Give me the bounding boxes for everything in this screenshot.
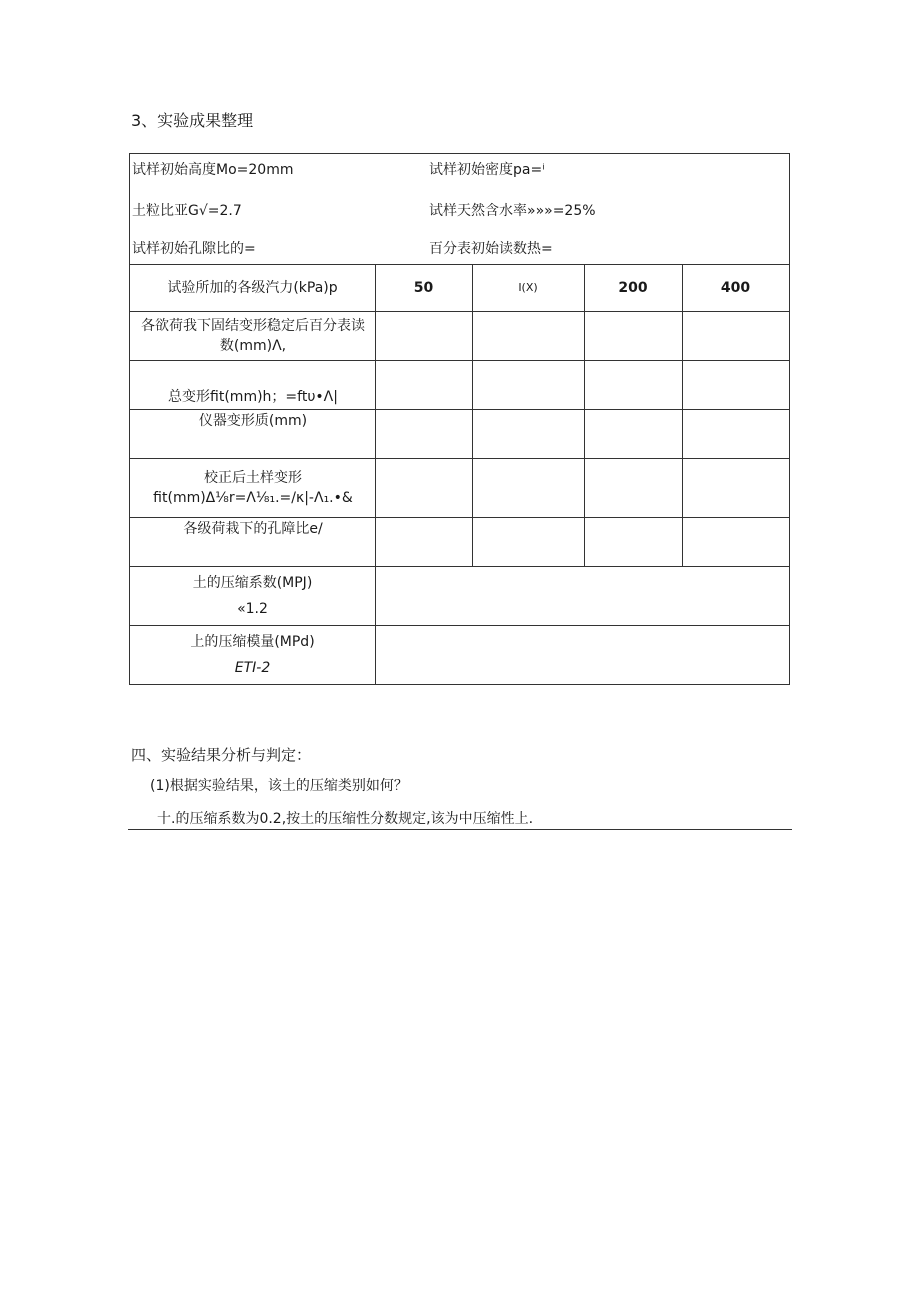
info-initial-density: 试样初始密度pa=ⁱ: [429, 162, 545, 178]
row-label-compression-coefficient: [130, 566, 375, 625]
analysis-question: (1)根据实验结果，该土的压缩类别如何？: [150, 778, 408, 794]
modulus-label: 上的压缩模量(MPd): [190, 633, 315, 650]
load-value-3: 200: [618, 279, 648, 296]
coefficient-symbol: «1.2: [237, 600, 268, 617]
section-title: 3、实验成果整理: [131, 111, 254, 130]
col-divider: [375, 264, 376, 684]
row-label-total-deformation: 总变形fit(mm)h；=ftυ•Λ|: [168, 389, 338, 405]
row-label-instrument-deformation: 仪器变形质(mm): [198, 413, 308, 429]
info-initial-void-ratio: 试样初始孔隙比的=: [132, 241, 256, 257]
info-initial-height: 试样初始高度Mo=20mm: [132, 162, 294, 178]
info-specific-gravity: 土粒比亚G√=2.7: [132, 203, 242, 219]
modulus-symbol: ETI-2: [234, 659, 271, 676]
row-label-compression-modulus: [130, 625, 375, 684]
info-dial-initial-reading: 百分表初始读数热=: [429, 241, 553, 257]
row-label-void-ratio: 各级荷栽下的孔障比e/: [183, 521, 323, 537]
answer-underline: [128, 829, 792, 830]
analysis-title: 四、实验结果分析与判定：: [131, 746, 312, 764]
row-label-corrected-deformation: 校正后土样变形fit(mm)Δ⅛r=Λ⅛₁.=/κ|-Λ₁.•&: [153, 469, 353, 506]
info-water-content: 试样天然含水率»»»=25%: [429, 203, 596, 219]
header-load-label: 试验所加的各级汽力(kPa)p: [167, 279, 338, 296]
analysis-answer: 十.的压缩系数为0.2,按土的压缩性分数规定,该为中压缩性上.: [157, 811, 534, 827]
load-value-1: 50: [413, 279, 434, 296]
load-value-2: I(X): [518, 280, 538, 294]
row-label-dial-reading: 各欲荷我下固结变形稳定后百分表读数(mm)Λ,: [141, 317, 365, 354]
results-table: [129, 153, 790, 685]
load-value-4: 400: [720, 279, 751, 296]
coefficient-label: 土的压缩系数(MPJ): [192, 574, 313, 591]
